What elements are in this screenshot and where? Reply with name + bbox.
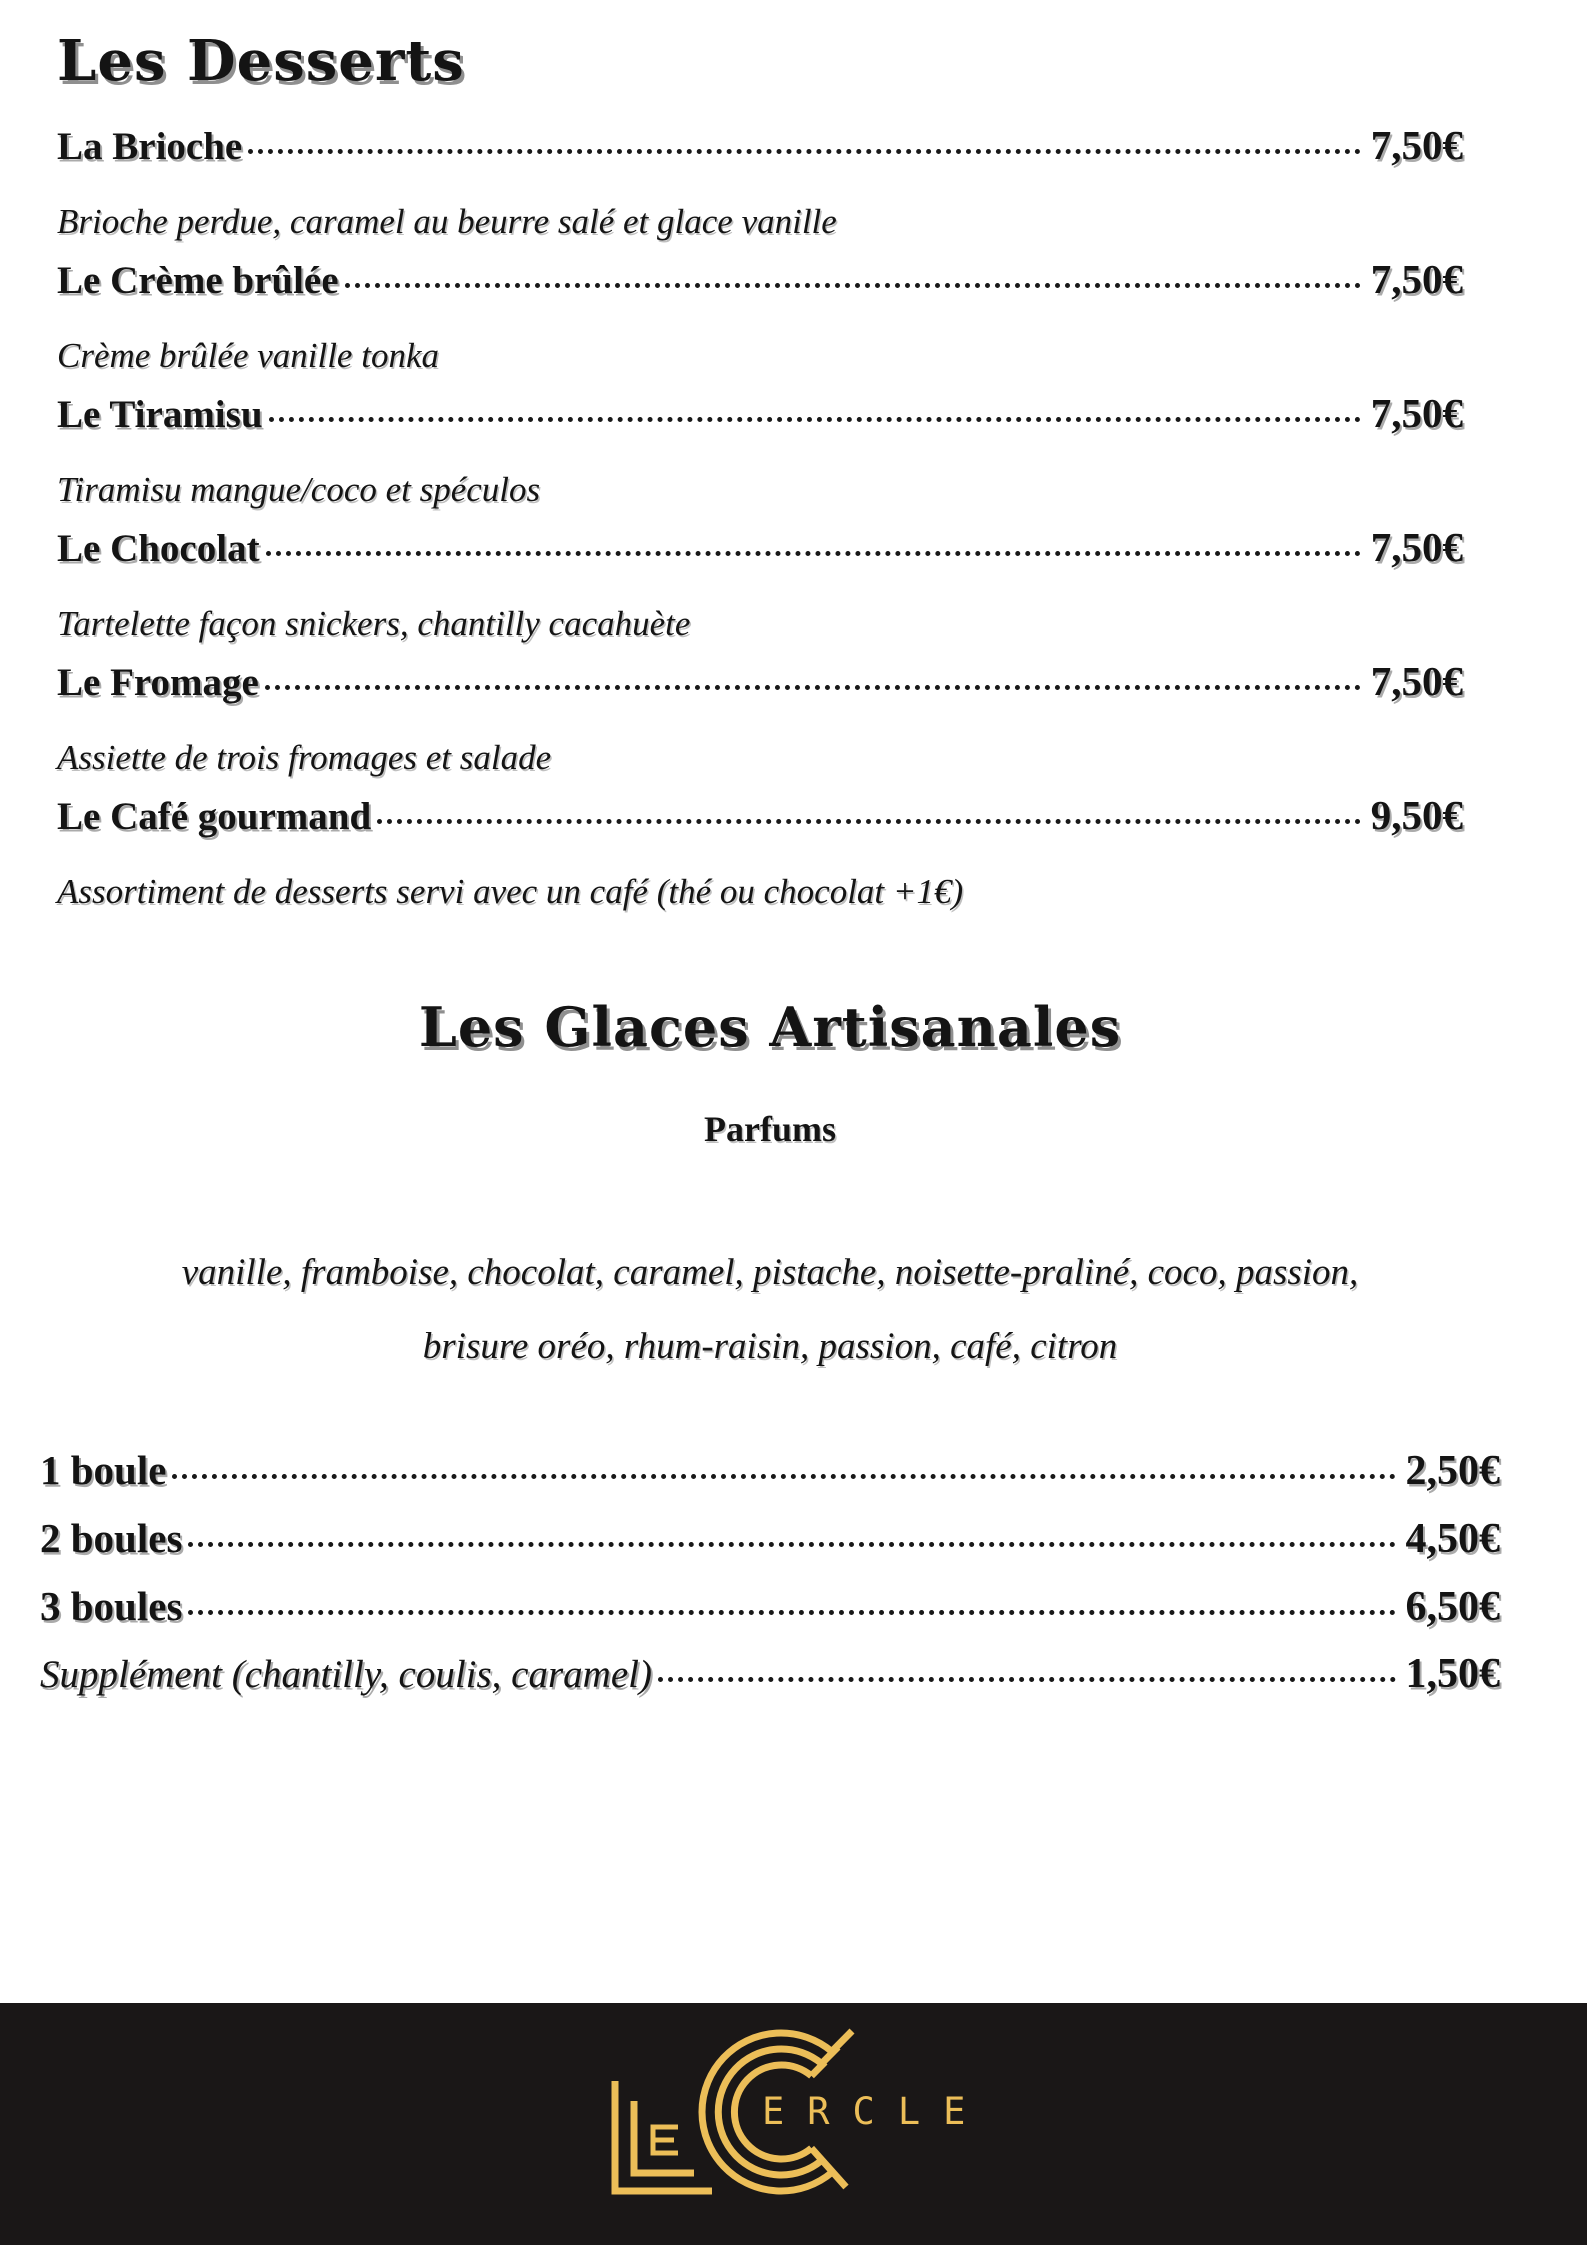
glaces-item-price: 1,50€ xyxy=(1405,1650,1500,1697)
menu-item xyxy=(57,255,1463,389)
glaces-item-price: 2,50€ xyxy=(1405,1447,1500,1494)
dot-leader xyxy=(188,1610,1395,1615)
glaces-item-name: Supplément (chantilly, coulis, caramel) xyxy=(40,1652,652,1696)
menu-item-price: 7,50€ xyxy=(1370,524,1463,571)
logo-letter-l-inner xyxy=(634,2101,694,2173)
menu-item-row xyxy=(57,121,1463,188)
dot-leader xyxy=(188,1542,1395,1547)
dot-leader xyxy=(658,1677,1396,1682)
glaces-item-row xyxy=(40,1582,1500,1650)
dot-leader xyxy=(248,149,1361,154)
dot-leader xyxy=(266,551,1361,556)
menu-item-name: La Brioche xyxy=(57,125,243,169)
desserts-title: Les Desserts xyxy=(57,28,465,94)
desserts-list xyxy=(57,121,1463,925)
parfums-subtitle: Parfums xyxy=(704,1108,836,1149)
menu-item-name: Le Chocolat xyxy=(57,527,260,571)
glaces-title: Les Glaces Artisanales xyxy=(418,995,1122,1060)
menu-item xyxy=(57,657,1463,791)
menu-item xyxy=(57,791,1463,925)
flavors-line-1: vanille, framboise, chocolat, caramel, pistache, noisette-praliné, coco, passion, xyxy=(181,1251,1359,1293)
glaces-item-name: 2 boules xyxy=(40,1514,183,1561)
flavors-line-2: brisure oréo, rhum-raisin, passion, café, citron xyxy=(422,1325,1118,1367)
menu-item xyxy=(57,389,1463,523)
menu-item-name: Le Tiramisu xyxy=(57,393,263,437)
menu-item-description: Assortiment de desserts servi avec un café (thé ou chocolat +1€) xyxy=(57,871,964,911)
glaces-item-name: 1 boule xyxy=(40,1446,167,1493)
logo-letter-e-small xyxy=(653,2127,678,2153)
menu-item xyxy=(57,121,1463,255)
footer xyxy=(0,2003,1587,2245)
glaces-section xyxy=(0,995,1587,1718)
dot-leader xyxy=(172,1474,1395,1479)
logo-wordmark-text: ERCLE xyxy=(761,2090,988,2133)
le-cercle-logo xyxy=(594,2023,994,2243)
menu-item-description: Tartelette façon snickers, chantilly cacahuète xyxy=(57,603,691,643)
glaces-item-row xyxy=(40,1514,1500,1582)
dot-leader xyxy=(345,283,1361,288)
glaces-item-row xyxy=(40,1446,1500,1514)
menu-item-price: 7,50€ xyxy=(1370,122,1463,169)
menu-item xyxy=(57,523,1463,657)
menu-item-price: 7,50€ xyxy=(1370,658,1463,705)
menu-item-description: Brioche perdue, caramel au beurre salé et glace vanille xyxy=(57,201,837,241)
dot-leader xyxy=(377,819,1361,824)
logo-c-top-accent-inner xyxy=(811,2062,825,2076)
glaces-item-price: 4,50€ xyxy=(1405,1515,1500,1562)
menu-item-description: Crème brûlée vanille tonka xyxy=(57,335,439,375)
dot-leader xyxy=(265,685,1361,690)
menu-item-name: Le Crème brûlée xyxy=(57,259,339,303)
glaces-item-name: 3 boules xyxy=(40,1582,183,1629)
menu-item-row xyxy=(57,523,1463,590)
glaces-item-row xyxy=(40,1650,1500,1718)
menu-item-row xyxy=(57,657,1463,724)
menu-item-row xyxy=(57,255,1463,322)
menu-item-price: 7,50€ xyxy=(1370,390,1463,437)
menu-item-row xyxy=(57,389,1463,456)
menu-item-description: Tiramisu mangue/coco et spéculos xyxy=(57,469,541,509)
menu-item-row xyxy=(57,791,1463,858)
menu-item-description: Assiette de trois fromages et salade xyxy=(57,737,552,777)
menu-item-name: Le Café gourmand xyxy=(57,795,372,839)
glaces-item-price: 6,50€ xyxy=(1405,1583,1500,1630)
glaces-price-list xyxy=(40,1446,1500,1718)
menu-item-name: Le Fromage xyxy=(57,661,259,705)
menu-item-price: 9,50€ xyxy=(1370,792,1463,839)
dot-leader xyxy=(269,417,1361,422)
desserts-section xyxy=(0,0,1587,925)
menu-item-price: 7,50€ xyxy=(1370,256,1463,303)
